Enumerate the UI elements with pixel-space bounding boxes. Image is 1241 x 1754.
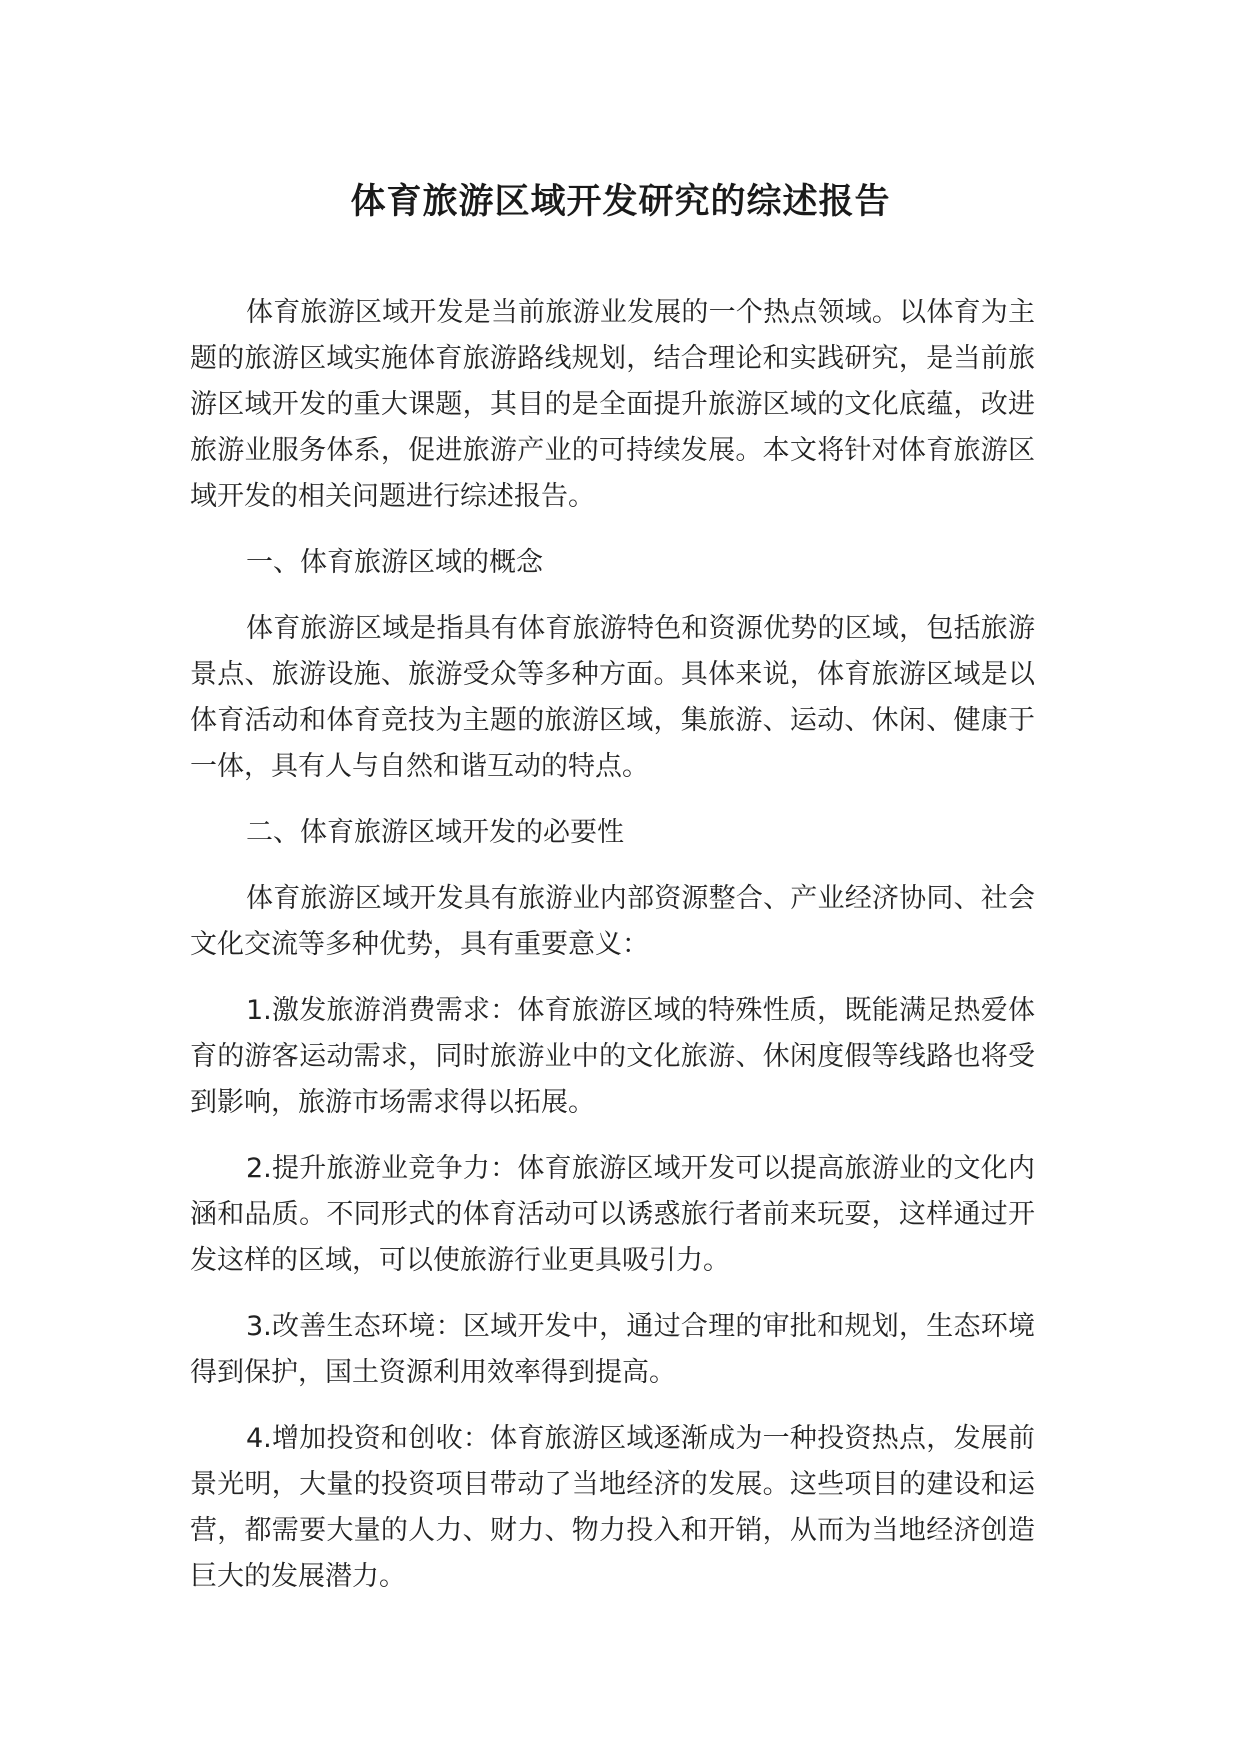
- list-item-paragraph: 1.激发旅游消费需求：体育旅游区域的特殊性质，既能满足热爱体育的游客运动需求，同时旅游业中的文化旅游、休闲度假等线路也将受到影响，旅游市场需求得以拓展。: [190, 995, 1035, 1118]
- intro-paragraph: 体育旅游区域开发是当前旅游业发展的一个热点领域。以体育为主题的旅游区域实施体育旅游路线规划，结合理论和实践研究，是当前旅游区域开发的重大课题，其目的是全面提升旅游区域的文化底蕴，改进旅游业服务体系，促进旅游产业的可持续发展。本文将针对体育旅游区域开发的相关问题进行综述报告。: [190, 297, 1035, 512]
- document-title: 体育旅游区域开发研究的综述报告: [350, 182, 891, 222]
- section-heading-necessity: 二、体育旅游区域开发的必要性: [246, 817, 624, 848]
- list-item-paragraph: 4.增加投资和创收：体育旅游区域逐渐成为一种投资热点，发展前景光明，大量的投资项目带动了当地经济的发展。这些项目的建设和运营，都需要大量的人力、财力、物力投入和开销，从而为当地经济创造巨大的发展潜力。: [190, 1423, 1035, 1592]
- list-item-paragraph: 2.提升旅游业竞争力：体育旅游区域开发可以提高旅游业的文化内涵和品质。不同形式的体育活动可以诱惑旅行者前来玩耍，这样通过开发这样的区域，可以使旅游行业更具吸引力。: [190, 1153, 1035, 1276]
- concept-paragraph: 体育旅游区域是指具有体育旅游特色和资源优势的区域，包括旅游景点、旅游设施、旅游受众等多种方面。具体来说，体育旅游区域是以体育活动和体育竞技为主题的旅游区域，集旅游、运动、休闲、健康于一体，具有人与自然和谐互动的特点。: [190, 613, 1035, 782]
- document-body: [190, 290, 1035, 1620]
- list-item-paragraph: 3.改善生态环境：区域开发中，通过合理的审批和规划，生态环境得到保护，国土资源利用效率得到提高。: [190, 1311, 1035, 1388]
- necessity-paragraph: 体育旅游区域开发具有旅游业内部资源整合、产业经济协同、社会文化交流等多种优势，具有重要意义：: [190, 883, 1035, 960]
- section-heading-concept: 一、体育旅游区域的概念: [246, 547, 543, 578]
